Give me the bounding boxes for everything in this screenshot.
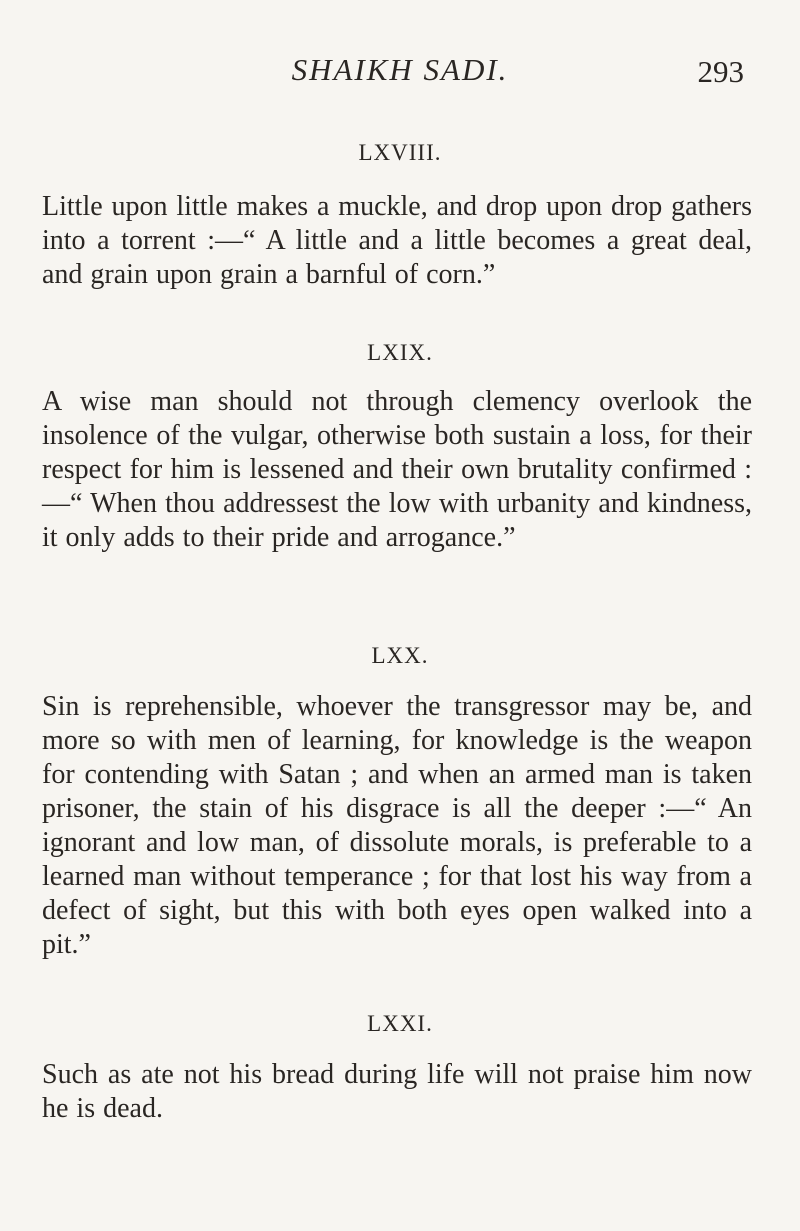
section-number-lxix: LXIX.	[367, 340, 433, 365]
section-text-lxxi: Such as ate not his bread during life will not praise him now he is dead.	[42, 1059, 752, 1124]
section-number-lxxi: LXXI.	[367, 1011, 433, 1036]
section-number-lxviii: LXVIII.	[358, 140, 442, 165]
section-text-lxix: A wise man should not through clemency overlook the insolence of the vulgar, otherwise both sustain a loss, for their respect for him is lessened and their own brutality confirmed :—“ When thou addressest the low with urbanity and kindness, it only adds to their pride and arrogance.”	[42, 386, 752, 553]
running-header	[0, 50, 800, 94]
section-text-lxx: Sin is reprehensible, whoever the transgressor may be, and more so with men of learning, for knowledge is the weapon for contending with Satan ; and when an armed man is taken prisoner, the stain of his disgrace is all the deeper :—“ An ignorant and low man, of dissolute morals, is preferable to a learned man without temperance ; for that lost his way from a defect of sight, but this with both eyes open walked into a pit.”	[42, 691, 752, 960]
section-number-lxx: LXX.	[371, 643, 429, 668]
page-number: 293	[697, 54, 744, 89]
running-title: SHAIKH SADI.	[291, 52, 509, 87]
section-text-lxviii: Little upon little makes a muckle, and drop upon drop gathers into a torrent :—“ A little and a little becomes a great deal, and grain upon grain a barnful of corn.”	[42, 191, 752, 290]
